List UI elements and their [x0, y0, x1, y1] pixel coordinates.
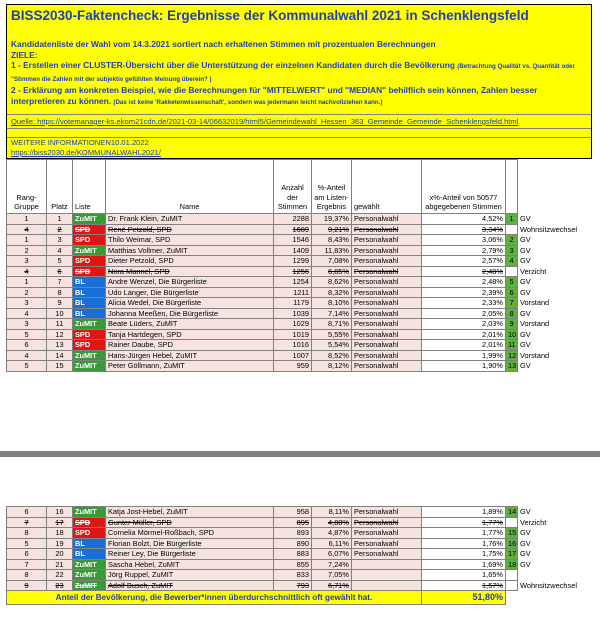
source-link[interactable]: Quelle: https://votemanager-ks.ekom21cdn.de/2021-03-14/06632019/html5/Gemeindewahl_Hessen_363_Gemeinde_Gemeinde_Schenklengsfeld.html — [7, 114, 591, 129]
cell-gewaehlt: Personalwahl — [352, 266, 422, 277]
cell-rang: 4 — [7, 308, 47, 319]
cell-gewaehlt: Personalwahl — [352, 340, 422, 351]
cell-anteil: 7,08% — [312, 256, 352, 267]
table-row — [7, 570, 593, 581]
cell-gewaehlt: Personalwahl — [352, 214, 422, 225]
cell-stimmen: 1007 — [274, 350, 312, 361]
header-name: Name — [106, 160, 274, 214]
table-row — [7, 319, 593, 330]
cell-gewaehlt: Personalwahl — [352, 361, 422, 372]
cell-gewaehlt: Personalwahl — [352, 329, 422, 340]
cell-gv-nr: 15 — [506, 528, 518, 539]
cell-note: Verzicht — [520, 517, 547, 527]
cell-x-anteil: 1,89% — [422, 507, 506, 518]
cell-rang: 3 — [7, 256, 47, 267]
cell-name: Cornelia Mörmel-Roßbach, SPD — [106, 528, 274, 539]
cell-gv-nr — [506, 517, 518, 528]
cell-anteil: 7,24% — [312, 559, 352, 570]
table-row — [7, 517, 593, 528]
cell-x-anteil: 3,06% — [422, 235, 506, 246]
table-row — [7, 308, 593, 319]
cell-gv-nr: 10 — [506, 329, 518, 340]
cell-note: GV — [520, 308, 531, 318]
cell-platz: 16 — [47, 507, 73, 518]
header-gewaehlt: gewählt — [352, 160, 422, 214]
cell-stimmen: 1039 — [274, 308, 312, 319]
cell-stimmen: 893 — [274, 528, 312, 539]
cell-x-anteil: 1,77% — [422, 517, 506, 528]
cell-x-anteil: 1,65% — [422, 570, 506, 581]
header-banner — [6, 4, 592, 159]
cell-gewaehlt: Personalwahl — [352, 298, 422, 309]
table-row — [7, 235, 593, 246]
cell-rang: 5 — [7, 329, 47, 340]
cell-anteil: 19,37% — [312, 214, 352, 225]
cell-x-anteil: 2,33% — [422, 298, 506, 309]
table-row — [7, 528, 593, 539]
cell-gv-nr: 17 — [506, 549, 518, 560]
cell-gewaehlt — [352, 580, 422, 591]
cell-note: GV — [520, 559, 531, 569]
cell-name: Adolf Busch, ZuMIT — [106, 580, 274, 591]
cell-note — [518, 570, 593, 581]
cell-platz: 4 — [47, 245, 73, 256]
cell-platz: 22 — [47, 570, 73, 581]
cell-liste: BL — [73, 549, 106, 560]
cell-stimmen: 1689 — [274, 224, 312, 235]
cell-name: Jörg Ruppel, ZuMIT — [106, 570, 274, 581]
page-separator — [0, 451, 600, 457]
table-row — [7, 266, 593, 277]
cell-name: Udo Langer, Die Bürgerliste — [106, 287, 274, 298]
cell-rang: 2 — [7, 245, 47, 256]
cell-note: GV — [520, 361, 531, 371]
cell-stimmen: 1211 — [274, 287, 312, 298]
table-row — [7, 538, 593, 549]
cell-anteil: 4,87% — [312, 528, 352, 539]
cell-rang: 1 — [7, 235, 47, 246]
table-row — [7, 277, 593, 288]
cell-gv-nr: 4 — [506, 256, 518, 267]
cell-platz: 14 — [47, 350, 73, 361]
cell-stimmen: 1019 — [274, 329, 312, 340]
cell-gv-nr: 14 — [506, 507, 518, 518]
cell-platz: 7 — [47, 277, 73, 288]
cell-x-anteil: 1,76% — [422, 538, 506, 549]
cell-liste: BL — [73, 538, 106, 549]
cell-anteil: 5,54% — [312, 340, 352, 351]
cell-gewaehlt: Personalwahl — [352, 287, 422, 298]
cell-platz: 20 — [47, 549, 73, 560]
page-title: BISS2030-Faktencheck: Ergebnisse der Kommunalwahl 2021 in Schenklengsfeld — [11, 8, 529, 23]
cell-platz: 12 — [47, 329, 73, 340]
header-stimmen: Anzahl der Stimmen — [274, 160, 312, 214]
cell-liste: SPD — [73, 224, 106, 235]
cell-liste: ZuMIT — [73, 580, 106, 591]
cell-liste: ZuMIT — [73, 361, 106, 372]
cell-gv-nr: 3 — [506, 245, 518, 256]
cell-anteil: 8,71% — [312, 319, 352, 330]
cell-note: GV — [520, 277, 531, 287]
cell-gewaehlt: Personalwahl — [352, 549, 422, 560]
cell-name: Nora Mannel, SPD — [106, 266, 274, 277]
cell-stimmen: 1016 — [274, 340, 312, 351]
cell-liste: BL — [73, 308, 106, 319]
cell-x-anteil: 1,90% — [422, 361, 506, 372]
results-table-top — [6, 159, 593, 372]
cell-note: GV — [520, 235, 531, 245]
cell-note: Vorstand — [520, 298, 550, 308]
cell-note: GV — [520, 507, 531, 517]
cell-platz: 11 — [47, 319, 73, 330]
cell-rang: 5 — [7, 361, 47, 372]
cell-name: Tanja Hartdegen, SPD — [106, 329, 274, 340]
cell-platz: 3 — [47, 235, 73, 246]
cell-anteil: 8,12% — [312, 361, 352, 372]
table-row — [7, 340, 593, 351]
cell-gewaehlt: Personalwahl — [352, 224, 422, 235]
cell-name: Dr. Frank Klein, ZuMIT — [106, 214, 274, 225]
cell-platz: 5 — [47, 256, 73, 267]
cell-platz: 17 — [47, 517, 73, 528]
table-row — [7, 361, 593, 372]
cell-platz: 13 — [47, 340, 73, 351]
cell-rang: 3 — [7, 319, 47, 330]
cell-gv-nr — [506, 580, 518, 591]
cell-x-anteil: 2,57% — [422, 256, 506, 267]
cell-name: Johanna Meeßen, Die Bürgerliste — [106, 308, 274, 319]
cell-note: GV — [520, 329, 531, 339]
cell-platz: 2 — [47, 224, 73, 235]
cell-liste: SPD — [73, 256, 106, 267]
cell-anteil: 7,05% — [312, 570, 352, 581]
cell-platz: 19 — [47, 538, 73, 549]
table-row — [7, 580, 593, 591]
cell-x-anteil: 4,52% — [422, 214, 506, 225]
cell-x-anteil: 2,01% — [422, 340, 506, 351]
table-row — [7, 224, 593, 235]
cell-anteil: 6,85% — [312, 266, 352, 277]
goals-heading: ZIELE: — [11, 49, 38, 60]
cell-x-anteil: 2,79% — [422, 245, 506, 256]
cell-stimmen: 1546 — [274, 235, 312, 246]
cell-x-anteil: 1,57% — [422, 580, 506, 591]
cell-note: Wohnsitzwechsel — [520, 224, 577, 234]
cell-name: Rainer Daube, SPD — [106, 340, 274, 351]
cell-note: GV — [520, 528, 531, 538]
cell-anteil: 6,71% — [312, 580, 352, 591]
cell-rang: 6 — [7, 340, 47, 351]
cell-gewaehlt: Personalwahl — [352, 507, 422, 518]
cell-rang: 1 — [7, 214, 47, 225]
cell-anteil: 8,10% — [312, 298, 352, 309]
cell-platz: 18 — [47, 528, 73, 539]
cell-note: Wohnsitzwechsel — [520, 580, 577, 590]
table-row — [7, 350, 593, 361]
cell-rang: 4 — [7, 224, 47, 235]
cell-stimmen: 1256 — [274, 266, 312, 277]
cell-x-anteil: 2,05% — [422, 308, 506, 319]
cell-x-anteil: 1,75% — [422, 549, 506, 560]
cell-name: Reiner Ley, Die Bürgerliste — [106, 549, 274, 560]
cell-gewaehlt: Personalwahl — [352, 256, 422, 267]
cell-gv-nr: 6 — [506, 287, 518, 298]
cell-liste: SPD — [73, 517, 106, 528]
cell-anteil: 5,55% — [312, 329, 352, 340]
cell-gv-nr: 5 — [506, 277, 518, 288]
cell-rang: 4 — [7, 350, 47, 361]
cell-stimmen: 1299 — [274, 256, 312, 267]
cell-liste: SPD — [73, 340, 106, 351]
cell-x-anteil: 1,69% — [422, 559, 506, 570]
cell-gewaehlt: Personalwahl — [352, 350, 422, 361]
cell-liste: ZuMIT — [73, 559, 106, 570]
cell-rang: 1 — [7, 277, 47, 288]
cell-liste: ZuMIT — [73, 214, 106, 225]
cell-gv-nr: 12 — [506, 350, 518, 361]
cell-liste: ZuMIT — [73, 507, 106, 518]
cell-name: Peter Göllmann, ZuMIT — [106, 361, 274, 372]
header-anteil: %-Anteil am Listen-Ergebnis — [312, 160, 352, 214]
cell-liste: ZuMIT — [73, 350, 106, 361]
cell-x-anteil: 2,48% — [422, 277, 506, 288]
cell-note: Vorstand — [520, 319, 550, 329]
cell-stimmen: 1029 — [274, 319, 312, 330]
cell-gv-nr — [506, 224, 518, 235]
cell-gewaehlt: Personalwahl — [352, 528, 422, 539]
cell-platz: 1 — [47, 214, 73, 225]
cell-gewaehlt — [352, 570, 422, 581]
cell-gewaehlt: Personalwahl — [352, 538, 422, 549]
cell-stimmen: 855 — [274, 559, 312, 570]
cell-stimmen: 958 — [274, 507, 312, 518]
cell-rang: 8 — [7, 570, 47, 581]
cell-stimmen: 883 — [274, 549, 312, 560]
cell-stimmen: 1409 — [274, 245, 312, 256]
header-rang: Rang-Gruppe — [7, 160, 47, 214]
cell-gv-nr: 2 — [506, 235, 518, 246]
cell-rang: 5 — [7, 538, 47, 549]
cell-name: Katja Jost-Hebel, ZuMIT — [106, 507, 274, 518]
table-row — [7, 549, 593, 560]
cell-liste: BL — [73, 277, 106, 288]
cell-note: GV — [520, 245, 531, 255]
cell-stimmen: 959 — [274, 361, 312, 372]
cell-gv-nr: 8 — [506, 308, 518, 319]
cell-x-anteil: 3,34% — [422, 224, 506, 235]
cell-gv-nr — [506, 570, 518, 581]
results-table-bottom — [6, 506, 593, 605]
cell-liste: ZuMIT — [73, 319, 106, 330]
goal-1: 1 - Erstellen einer CLUSTER-Übersicht über die Unterstützung der einzelnen Kandidaten durch die Bevölkerung (Betrachtung Qualität vs. Quantität oder "Stimmen die Zahlen mit der subjektiv gefühlten Meinung überein? ) — [11, 60, 575, 83]
table-row — [7, 245, 593, 256]
cell-name: René Petzold, SPD — [106, 224, 274, 235]
table-row — [7, 507, 593, 518]
cell-note: GV — [520, 214, 531, 224]
more-info-label: WEITERE INFORMATIONEN10.01.2022 — [7, 137, 591, 148]
cell-note: GV — [520, 256, 531, 266]
cell-gv-nr: 1 — [506, 214, 518, 225]
cell-name: Alicia Wedel, Die Bürgerliste — [106, 298, 274, 309]
cell-gv-nr: 11 — [506, 340, 518, 351]
cell-liste: BL — [73, 298, 106, 309]
cell-x-anteil: 1,77% — [422, 528, 506, 539]
cell-anteil: 6,07% — [312, 549, 352, 560]
cell-stimmen: 833 — [274, 570, 312, 581]
cell-stimmen: 2288 — [274, 214, 312, 225]
cell-name: Andre Wenzel, Die Bürgerliste — [106, 277, 274, 288]
cell-name: Sascha Hebel, ZuMIT — [106, 559, 274, 570]
cell-liste: BL — [73, 287, 106, 298]
cell-rang: 7 — [7, 517, 47, 528]
cell-gewaehlt — [352, 559, 422, 570]
cell-note: GV — [520, 549, 531, 559]
table-row — [7, 298, 593, 309]
table-row — [7, 214, 593, 225]
cell-anteil: 4,88% — [312, 517, 352, 528]
cell-gewaehlt: Personalwahl — [352, 235, 422, 246]
table-row — [7, 559, 593, 570]
cell-x-anteil: 2,01% — [422, 329, 506, 340]
cell-gv-nr: 16 — [506, 538, 518, 549]
cell-gv-nr: 7 — [506, 298, 518, 309]
cell-platz: 8 — [47, 287, 73, 298]
cell-anteil: 6,11% — [312, 538, 352, 549]
cell-x-anteil: 2,03% — [422, 319, 506, 330]
cell-liste: SPD — [73, 329, 106, 340]
top-sheet — [6, 4, 592, 372]
cell-gewaehlt: Personalwahl — [352, 319, 422, 330]
cell-name: Beate Lüders, ZuMIT — [106, 319, 274, 330]
cell-anteil: 8,32% — [312, 287, 352, 298]
cell-name: Thilo Weimar, SPD — [106, 235, 274, 246]
cell-gewaehlt: Personalwahl — [352, 517, 422, 528]
cell-name: Gunter Müller, SPD — [106, 517, 274, 528]
cell-anteil: 8,11% — [312, 507, 352, 518]
cell-note: GV — [520, 287, 531, 297]
bottom-sheet — [6, 506, 592, 605]
cell-name: Florian Bolzt, Die Bürgerliste — [106, 538, 274, 549]
cell-stimmen: 793 — [274, 580, 312, 591]
cell-gv-nr: 9 — [506, 319, 518, 330]
summary-text: Anteil der Bevölkerung, die Bewerber*innen überdurchschnittlich oft gewählt hat. — [7, 591, 422, 605]
cell-name: Matthias Vollmer, ZuMIT — [106, 245, 274, 256]
cell-x-anteil: 2,48% — [422, 266, 506, 277]
cell-platz: 21 — [47, 559, 73, 570]
cell-platz: 10 — [47, 308, 73, 319]
cell-anteil: 8,52% — [312, 350, 352, 361]
cell-note: GV — [520, 340, 531, 350]
cell-rang: 6 — [7, 507, 47, 518]
cell-stimmen: 895 — [274, 517, 312, 528]
cell-rang: 8 — [7, 528, 47, 539]
cell-anteil: 8,43% — [312, 235, 352, 246]
table-row — [7, 287, 593, 298]
cell-liste: SPD — [73, 266, 106, 277]
cell-note: GV — [520, 538, 531, 548]
header-liste: Liste — [73, 160, 106, 214]
cell-anteil: 11,83% — [312, 245, 352, 256]
cell-gewaehlt: Personalwahl — [352, 277, 422, 288]
cell-platz: 15 — [47, 361, 73, 372]
table-header — [7, 160, 593, 214]
cell-anteil: 8,62% — [312, 277, 352, 288]
cell-rang: 3 — [7, 298, 47, 309]
cell-platz: 9 — [47, 298, 73, 309]
cell-rang: 7 — [7, 559, 47, 570]
cell-name: Dieter Petzold, SPD — [106, 256, 274, 267]
cell-stimmen: 890 — [274, 538, 312, 549]
summary-value: 51,80% — [422, 591, 506, 605]
table-row — [7, 329, 593, 340]
cell-x-anteil: 2,39% — [422, 287, 506, 298]
cell-liste: SPD — [73, 528, 106, 539]
more-info-link[interactable]: https://biss2030.de/KOMMUNALWAHL2021/ — [11, 148, 161, 157]
cell-rang: 2 — [7, 287, 47, 298]
cell-platz: 23 — [47, 580, 73, 591]
cell-platz: 6 — [47, 266, 73, 277]
cell-gewaehlt: Personalwahl — [352, 245, 422, 256]
cell-x-anteil: 1,99% — [422, 350, 506, 361]
cell-liste: ZuMIT — [73, 245, 106, 256]
cell-liste: SPD — [73, 235, 106, 246]
cell-gewaehlt: Personalwahl — [352, 308, 422, 319]
cell-anteil: 9,21% — [312, 224, 352, 235]
cell-stimmen: 1179 — [274, 298, 312, 309]
cell-rang: 9 — [7, 580, 47, 591]
cell-anteil: 7,14% — [312, 308, 352, 319]
cell-rang: 4 — [7, 266, 47, 277]
intro-line: Kandidatenliste der Wahl vom 14.3.2021 sortiert nach erhaltenen Stimmen mit prozentualen Berechnungen — [11, 39, 436, 49]
cell-gv-nr: 18 — [506, 559, 518, 570]
header-platz: Platz — [47, 160, 73, 214]
cell-note: Vorstand — [520, 350, 550, 360]
cell-gv-nr — [506, 266, 518, 277]
cell-gv-nr: 13 — [506, 361, 518, 372]
cell-name: Hans-Jürgen Hebel, ZuMIT — [106, 350, 274, 361]
cell-note: Verzicht — [520, 266, 547, 276]
table-row — [7, 256, 593, 267]
header-x-anteil: x%-Anteil von 50577 abgegebenen Stimmen — [422, 160, 506, 214]
goal-2: 2 - Erklärung am konkreten Beispiel, wie die Berechnungen für "MITTELWERT" und "MEDIAN" behilflich sein können, Zahlen besser interpretieren zu können. (Das ist keine 'Rakketenwissenschaft', sondern was jedermann leicht nachvollziehen kann.) — [11, 85, 538, 106]
cell-stimmen: 1254 — [274, 277, 312, 288]
summary-row — [7, 591, 593, 605]
cell-liste: ZuMIT — [73, 570, 106, 581]
cell-rang: 6 — [7, 549, 47, 560]
